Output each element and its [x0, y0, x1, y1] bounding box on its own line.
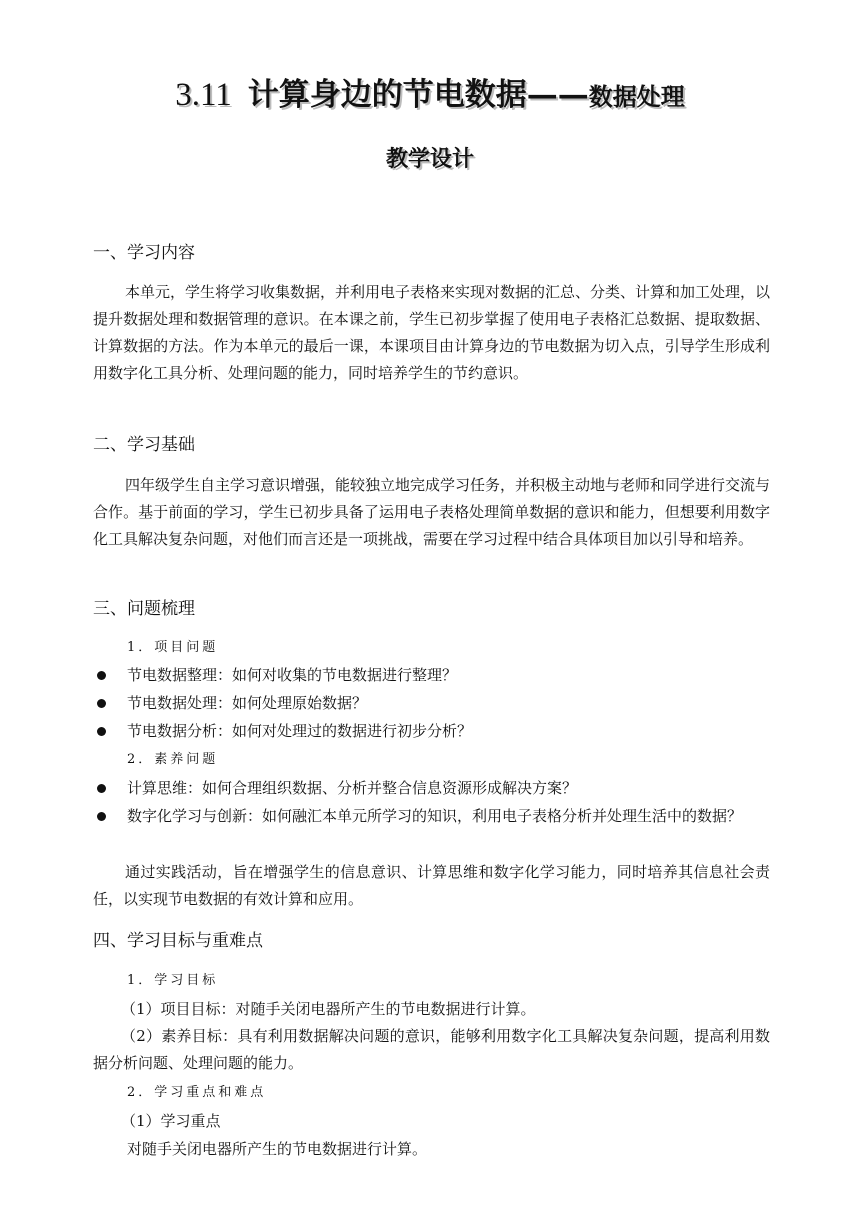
list-item: 计算思维：如何合理组织数据、分析并整合信息资源形成解决方案？ [93, 775, 770, 802]
paragraph-learning-basis: 四年级学生自主学习意识增强，能较独立地完成学习任务，并积极主动地与老师和同学进行交流与合作。基于前面的学习，学生已初步具备了运用电子表格处理简单数据的意识和能力，但想要利用数字化工具解决复杂问题，对他们而言还是一项挑战，需要在学习过程中结合具体项目加以引导和培养。 [93, 476, 771, 548]
bullet-icon [97, 812, 106, 821]
list-item: 节电数据分析：如何对处理过的数据进行初步分析？ [93, 718, 770, 745]
bullet-icon [97, 671, 106, 680]
goal-project: （1）项目目标：对随手关闭电器所产生的节电数据进行计算。 [121, 1000, 536, 1018]
goal-literacy: （2）素养目标：具有利用数据解决问题的意识，能够利用数字化工具解决复杂问题，提高利用数据分析问题、处理问题的能力。 [93, 1027, 770, 1072]
heading-learning-content: 一、学习内容 [93, 243, 195, 263]
subheading-key-and-difficult-points: 2．学习重点和难点 [127, 1085, 267, 1100]
bullet-icon [97, 784, 106, 793]
list-item: 节电数据整理：如何对收集的节电数据进行整理？ [93, 662, 770, 689]
list-item: 数字化学习与创新：如何融汇本单元所学习的知识，利用电子表格分析并处理生活中的数据？ [93, 803, 770, 830]
document-title [0, 74, 860, 118]
heading-learning-basis: 二、学习基础 [93, 435, 195, 455]
subheading-literacy-questions: 2．素养问题 [127, 752, 219, 767]
paragraph-problem-summary: 通过实践活动，旨在增强学生的信息意识、计算思维和数字化学习能力，同时培养其信息社会责任，以实现节电数据的有效计算和应用。 [93, 863, 770, 908]
heading-problem-review: 三、问题梳理 [93, 599, 195, 619]
bullet-icon [97, 727, 106, 736]
key-point-text: 对随手关闭电器所产生的节电数据进行计算。 [127, 1140, 428, 1158]
title-subject: 数据处理 [588, 82, 685, 111]
subheading-learning-goals: 1．学习目标 [127, 973, 219, 988]
paragraph-learning-content: 本单元，学生将学习收集数据，并利用电子表格来实现对数据的汇总、分类、计算和加工处理，以提升数据处理和数据管理的意识。在本课之前，学生已初步掌握了使用电子表格汇总数据、提取数据、计算数据的方法。作为本单元的最后一课，本课项目由计算身边的节电数据为切入点，引导学生形成利用数字化工具分析、处理问题的能力，同时培养学生的节约意识。 [93, 283, 771, 382]
document-subtitle: 教学设计 [385, 146, 474, 172]
subheading-project-questions: 1．项目问题 [127, 640, 219, 655]
bullet-icon [97, 699, 106, 708]
lesson-number: 3.11 [175, 77, 232, 113]
title-main-text: 计算身边的节电数据—— [247, 77, 589, 113]
key-point-label: （1）学习重点 [121, 1112, 221, 1130]
heading-goals-and-key-points: 四、学习目标与重难点 [93, 931, 263, 951]
list-item: 节电数据处理：如何处理原始数据？ [93, 690, 770, 717]
